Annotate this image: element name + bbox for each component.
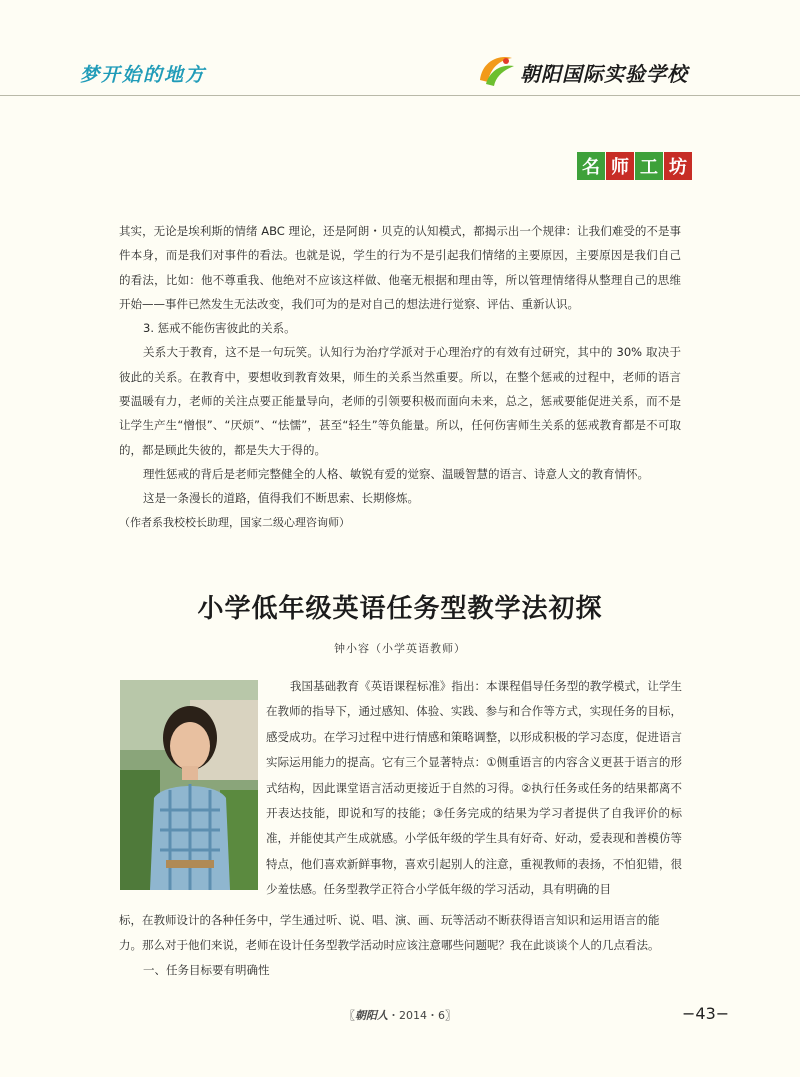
article-title: 小学低年级英语任务型教学法初探 xyxy=(197,594,603,624)
header-divider xyxy=(0,95,800,96)
paragraph: 理性惩戒的背后是老师完整健全的人格、敏锐有爱的觉察、温暖智慧的语言、诗意人文的教育情怀。 xyxy=(143,466,649,481)
school-name: 朝阳国际实验学校 xyxy=(520,62,688,86)
issue-number: 2014・6 xyxy=(399,1009,445,1022)
subheading: 3. 惩戒不能伤害彼此的关系。 xyxy=(143,321,296,336)
author-photo xyxy=(120,680,258,890)
header-slogan: 梦开始的地方 xyxy=(80,64,207,86)
article-author: 钟小容（小学英语教师） xyxy=(334,642,466,655)
school-logo xyxy=(476,52,716,92)
page-number: −43− xyxy=(682,1004,730,1023)
paragraph: 这是一条漫长的道路，值得我们不断思索、长期修炼。 xyxy=(143,491,419,506)
paragraph: 我国基础教育《英语课程标准》指出：本课程倡导任务型的教学模式，让学生在教师的指导下，通过感知、体验、实践、参与和合作等方式，实现任务的目标，感受成功。在学习过程中进行情感和策略调整，以形成积极的学习态度，促进语言实际运用能力的提高。它有三个显著特点：①侧重语言的内容含义更甚于语言的形式结构，因此课堂语言活动更接近于自然的习得。②执行任务或任务的结果都离不开表达技能，即说和写的技能；③任务完成的结果为学习者提供了自我评价的标准，并能使其产生成就感。小学低年级的学生具有好奇、好动，爱表现和善模仿等特点，他们喜欢新鲜事物，喜欢引起别人的注意，重视教师的表扬，不怕犯错，很少羞怯感。任务型教学正符合小学低年级的学习活动，具有明确的目 xyxy=(266,679,682,897)
paragraph: 其实，无论是埃利斯的情绪 ABC 理论，还是阿朗・贝克的认知模式，都揭示出一个规律：让我们难受的不是事件本身，而是我们对事件的看法。也就是说，学生的行为不是引起我们情绪的主要原因，主要原因是我们自己的看法，比如：他不尊重我、他绝对不应该这样做、他毫无根据和理由等，所以管理情绪得从整理自己的思维开始——事件已然发生无法改变，我们可为的是对自己的想法进行觉察、评估、重新认识。 xyxy=(119,224,681,311)
section-label-char: 师 xyxy=(606,152,634,180)
paragraph: 标，在教师设计的各种任务中，学生通过听、说、唱、演、画、玩等活动不断获得语言知识和运用语言的能力。那么对于他们来说，老师在设计任务型教学活动时应该注意哪些问题呢？我在此谈谈个人的几点看法。 xyxy=(119,913,660,953)
section-label-char: 坊 xyxy=(664,152,692,180)
section-label-char: 工 xyxy=(635,152,663,180)
publication-title: 朝阳人 xyxy=(355,1009,388,1022)
page-header xyxy=(0,0,800,96)
page-footer: 〖朝阳人・2014・6〗 xyxy=(344,1009,456,1022)
swoosh-logo-icon xyxy=(476,52,516,88)
section-heading: 一、任务目标要有明确性 xyxy=(143,963,270,978)
previous-article-body xyxy=(119,219,681,535)
article-intro xyxy=(266,674,682,903)
section-label-char: 名 xyxy=(577,152,605,180)
author-byline: （作者系我校校长助理，国家二级心理咨询师） xyxy=(119,515,350,529)
article-body xyxy=(119,908,681,984)
section-label xyxy=(577,152,692,180)
paragraph: 关系大于教育，这不是一句玩笑。认知行为治疗学派对于心理治疗的有效有过研究，其中的 30% 取决于彼此的关系。在教育中，要想收到教育效果，师生的关系当然重要。所以，在整个惩戒的过程中，老师的语言要温暖有力，老师的关注点要正能量导向，老师的引领要积极而面向未来，总之，惩戒要能促进关系，而不是让学生产生“憎恨”、“厌烦”、“怯懦”，甚至“轻生”等负能量。所以，任何伤害师生关系的惩戒教育都是不可取的，都是顾此失彼的，都是失大于得的。 xyxy=(119,345,681,457)
